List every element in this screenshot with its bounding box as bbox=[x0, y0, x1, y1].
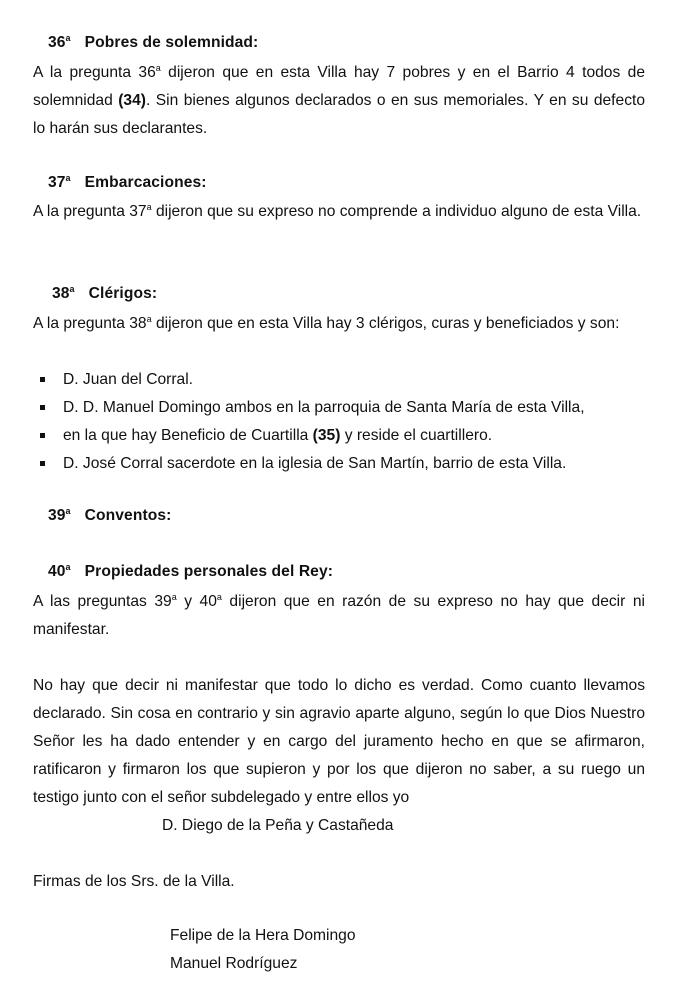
section-number: 38$^a$ bbox=[52, 284, 75, 302]
answer-paragraph-39-40: A las preguntas 39$^a$ y 40$^a$ dijeron que en razón de su expreso no hay que decir ni manifestar. bbox=[33, 592, 645, 638]
section-heading-38 bbox=[52, 285, 157, 303]
footnote-ref-35: (35) bbox=[312, 427, 341, 444]
list-item: D. Juan del Corral. bbox=[33, 366, 585, 394]
square-bullet-icon bbox=[40, 461, 45, 466]
section-number: 39$^a$ bbox=[48, 506, 71, 524]
signer-name: Manuel Rodríguez bbox=[170, 955, 298, 972]
section-title: Embarcaciones: bbox=[84, 174, 207, 191]
section-number: 40$^a$ bbox=[48, 562, 71, 580]
clerics-list bbox=[33, 366, 585, 478]
square-bullet-icon bbox=[40, 433, 45, 438]
signatures-label: Firmas de los Srs. de la Villa. bbox=[33, 873, 235, 890]
section-heading-36 bbox=[48, 34, 258, 52]
section-heading-37 bbox=[48, 174, 207, 192]
answer-paragraph-36: A la pregunta 36$^a$ dijeron que en esta Villa hay 7 pobres y en el Barrio 4 todos de solemnidad (34). Sin bienes algunos declarados o en sus memoriales. Y en su defecto lo harán sus declarantes. bbox=[33, 63, 645, 137]
square-bullet-icon bbox=[40, 405, 45, 410]
square-bullet-icon bbox=[40, 377, 45, 382]
list-item: D. José Corral sacerdote en la iglesia de San Martín, barrio de esta Villa. bbox=[33, 450, 585, 478]
notary-name: D. Diego de la Peña y Castañeda bbox=[162, 817, 394, 834]
list-item: en la que hay Beneficio de Cuartilla (35) y reside el cuartillero. bbox=[33, 422, 585, 450]
section-title: Clérigos: bbox=[88, 285, 158, 302]
answer-paragraph-38: A la pregunta 38$^a$ dijeron que en esta Villa hay 3 clérigos, curas y beneficiados y son: bbox=[33, 314, 620, 332]
section-title: Pobres de solemnidad: bbox=[84, 34, 259, 51]
section-title: Conventos: bbox=[84, 507, 172, 524]
footnote-ref-34: (34) bbox=[118, 92, 146, 109]
answer-paragraph-37: A la pregunta 37$^a$ dijeron que su expreso no comprende a individuo alguno de esta Villa. bbox=[33, 202, 642, 220]
section-number: 36$^a$ bbox=[48, 33, 71, 51]
closing-paragraph: No hay que decir ni manifestar que todo lo dicho es verdad. Como cuanto llevamos declarado. Sin cosa en contrario y sin agravio aparte alguno, según lo que Dios Nuestro Señor les ha dado entender y en cargo del juramento hecho en que se afirmaron, ratificaron y firmaron los que supieron y por los que dijeron no saber, a su ruego un testigo junto con el señor subdelegado y entre ellos yo bbox=[33, 677, 645, 806]
section-heading-40 bbox=[48, 563, 333, 581]
signer-name: Felipe de la Hera Domingo bbox=[170, 927, 356, 944]
section-heading-39 bbox=[48, 507, 171, 525]
section-number: 37$^a$ bbox=[48, 173, 71, 191]
section-title: Propiedades personales del Rey: bbox=[84, 563, 334, 580]
list-item: D. D. Manuel Domingo ambos en la parroquia de Santa María de esta Villa, bbox=[33, 394, 585, 422]
